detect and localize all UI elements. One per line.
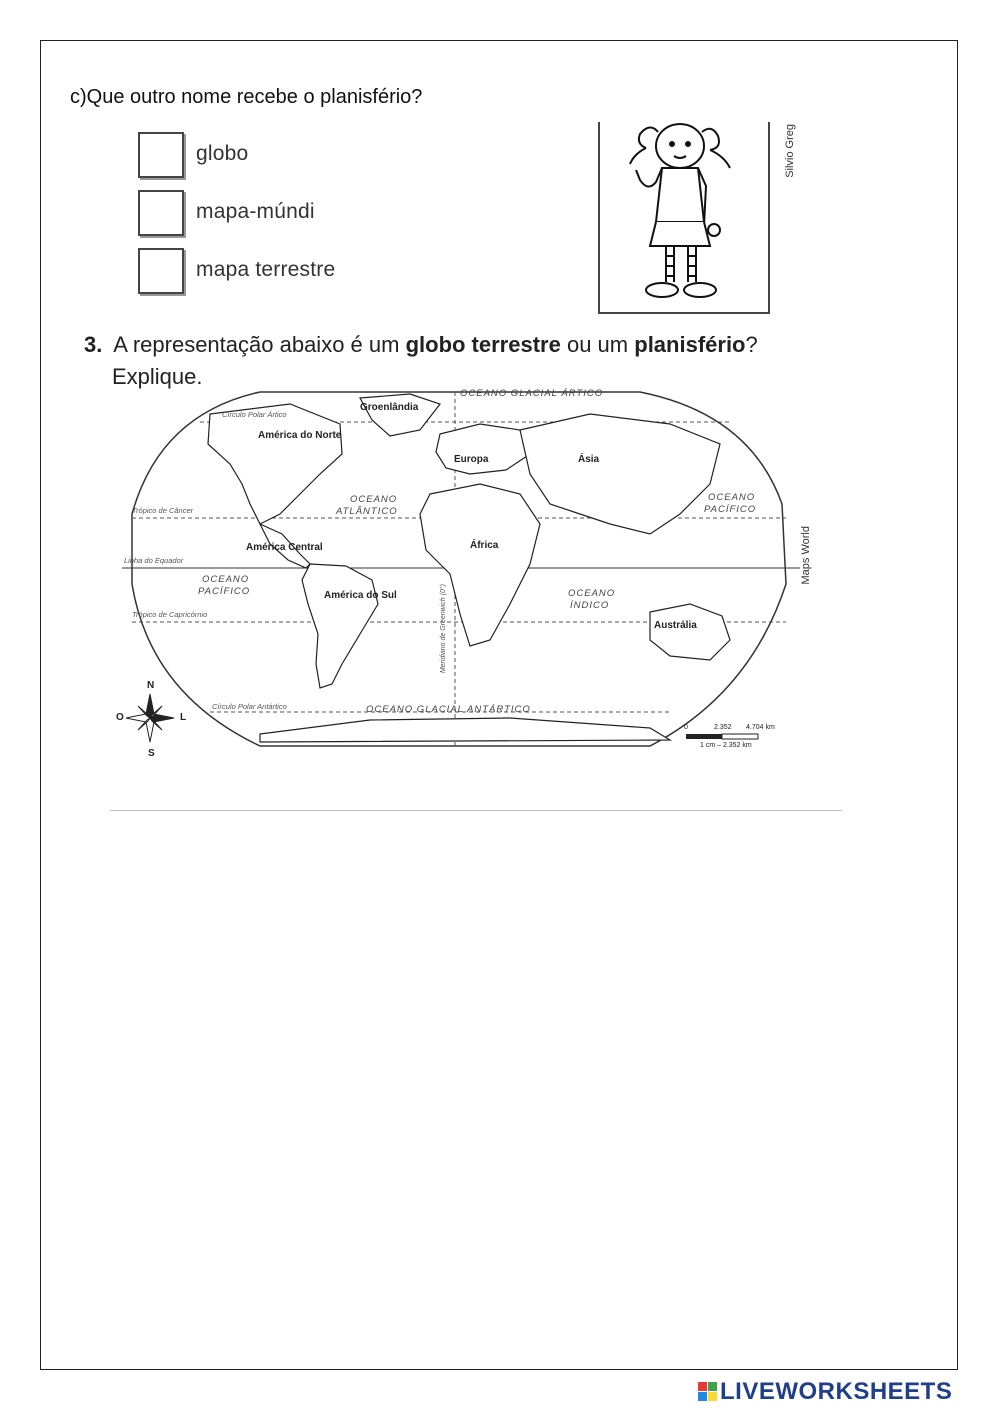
- label-america-do-norte: América do Norte: [258, 430, 342, 441]
- question-3-mid: ou um: [566, 332, 629, 357]
- compass-n: N: [147, 680, 155, 691]
- option-label: mapa terrestre: [196, 258, 336, 281]
- scale-zero: 0: [684, 724, 688, 731]
- label-groenlandia: Groenlândia: [360, 402, 419, 413]
- label-america-central: América Central: [246, 542, 323, 553]
- label-oceano-pacifico-w-2: PACÍFICO: [198, 586, 251, 597]
- question-3-text: [84, 332, 758, 358]
- label-tropico-de-cancer: Trópico de Câncer: [132, 506, 194, 515]
- option-checkbox-mapa-mundi[interactable]: [138, 190, 184, 236]
- illustration-credit: Silvio Greg: [784, 124, 796, 178]
- girl-illustration: [600, 122, 768, 312]
- label-oceano-atlantico-2: ATLÂNTICO: [336, 506, 398, 517]
- option-label: mapa-múndi: [196, 200, 315, 223]
- liveworksheets-logo-icon: [698, 1382, 718, 1402]
- label-europa: Europa: [454, 454, 489, 465]
- label-oceano-pacifico-e-1: OCEANO: [708, 492, 756, 503]
- question-c-text: c)Que outro nome recebe o planisfério?: [70, 86, 423, 108]
- compass-s: S: [148, 748, 155, 759]
- label-asia: Ásia: [578, 454, 600, 465]
- question-3-bold-globo: globo terrestre: [405, 332, 561, 357]
- label-oceano-glacial-artico: OCEANO GLACIAL ÁRTICO: [460, 388, 604, 399]
- scale-bar: [686, 734, 758, 739]
- compass-o: O: [116, 712, 124, 723]
- label-meridiano-de-greenwich: Meridiano de Greenwich (0°): [440, 584, 447, 674]
- scale-max: 4.704 km: [746, 724, 775, 731]
- label-oceano-pacifico-e-2: PACÍFICO: [704, 504, 757, 515]
- label-oceano-glacial-antartico: OCEANO GLACIAL ANTÁRTICO: [366, 704, 531, 715]
- scale-mid: 2.352: [714, 724, 732, 731]
- label-america-do-sul: América do Sul: [324, 590, 397, 601]
- brand-name: LIVEWORKSHEETS: [720, 1378, 953, 1405]
- option-checkbox-mapa-terrestre[interactable]: [138, 248, 184, 294]
- question-3-bold-planisferio: planisfério: [634, 332, 746, 357]
- label-oceano-indico-2: ÍNDICO: [570, 600, 610, 611]
- label-circulo-polar-antartico: Círculo Polar Antártico: [212, 702, 287, 711]
- map-credit: Maps World: [800, 526, 812, 585]
- label-oceano-pacifico-w-1: OCEANO: [202, 574, 250, 585]
- question-3-explique: Explique.: [112, 364, 203, 389]
- question-number: 3.: [84, 332, 103, 357]
- liveworksheets-brand: [698, 1378, 952, 1406]
- girl-illustration-frame: [598, 122, 770, 314]
- question-3-post: ?: [745, 332, 758, 357]
- label-africa: África: [470, 540, 499, 551]
- label-oceano-atlantico-1: OCEANO: [350, 494, 398, 505]
- option-checkbox-globo[interactable]: [138, 132, 184, 178]
- options-area: [100, 118, 520, 308]
- scale-ratio: 1 cm – 2.352 km: [700, 742, 752, 749]
- world-map: [110, 384, 810, 764]
- label-tropico-de-capricornio: Trópico de Capricórnio: [132, 610, 208, 619]
- label-linha-do-equador: Linha do Equador: [124, 556, 184, 565]
- option-label: globo: [196, 142, 249, 165]
- divider-line: [110, 810, 842, 811]
- question-3-pre: A representação abaixo é um: [113, 332, 400, 357]
- compass-l: L: [180, 712, 187, 723]
- label-oceano-indico-1: OCEANO: [568, 588, 616, 599]
- compass-rose: [126, 694, 174, 742]
- label-circulo-polar-artico: Círculo Polar Ártico: [222, 410, 287, 419]
- label-australia: Austrália: [654, 620, 697, 631]
